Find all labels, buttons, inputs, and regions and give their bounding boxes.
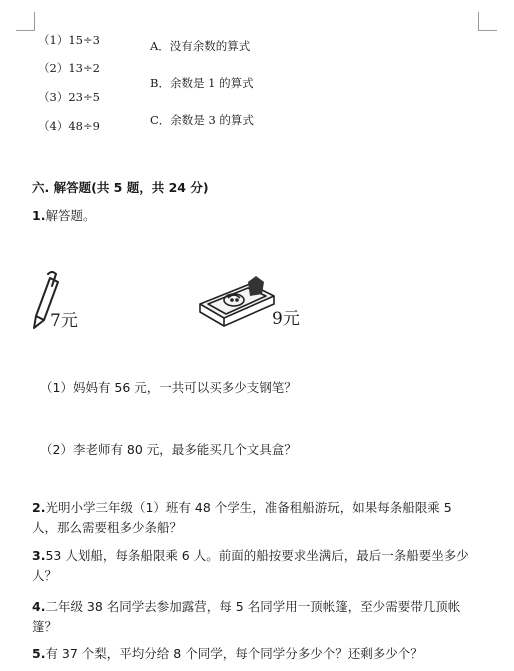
match-item-4: （4）48÷9 [38,119,100,133]
box-price: 9元 [272,309,300,329]
match-item-3: （3）23÷5 [38,90,100,104]
question-5-text: 有 37 个梨，平均分给 8 个同学，每个同学分多少个？还剩多少个？ [45,646,423,661]
question-4 [32,597,472,637]
question-1-number: 1. [32,208,46,223]
match-option-c: C．余数是 3 的算式 [150,113,254,127]
question-2 [32,498,472,538]
question-1 [32,206,472,226]
question-5-number: 5. [32,646,46,661]
question-1-text: 解答题。 [45,208,96,223]
question-1-sub-1: （1）妈妈有 56 元，一共可以买多少支钢笔？ [40,380,297,395]
question-3 [32,546,472,586]
question-3-line-1: 53 人划船，每条船限乘 6 人。前面的船按要求坐满后，最后一条船要坐多少 [45,548,469,563]
pencil-box-illustration [198,274,278,330]
page-corner-mark-left [16,12,35,31]
question-4-number: 4. [32,599,46,614]
question-3-line-2: 人？ [32,568,58,583]
page-corner-mark-right [478,12,497,31]
match-item-2: （2）13÷2 [38,61,100,75]
question-2-line-2: 人，那么需要租多少条船？ [32,520,183,535]
question-4-line-2: 篷？ [32,619,58,634]
question-1-sub-2: （2）李老师有 80 元，最多能买几个文具盒？ [40,442,297,457]
section-heading: 六. 解答题(共 5 题，共 24 分) [32,180,209,195]
question-3-number: 3. [32,548,46,563]
question-5 [32,644,472,664]
question-2-number: 2. [32,500,46,515]
match-option-a: A．没有余数的算式 [150,39,251,53]
match-item-1: （1）15÷3 [38,33,100,47]
question-4-line-1: 二年级 38 名同学去参加露营，每 5 名同学用一顶帐篷，至少需要带几顶帐 [45,599,461,614]
match-option-b: B．余数是 1 的算式 [150,76,254,90]
pen-price: 7元 [50,311,78,331]
question-2-line-1: 光明小学三年级（1）班有 48 个学生，准备租船游玩，如果每条船限乘 5 [45,500,452,515]
